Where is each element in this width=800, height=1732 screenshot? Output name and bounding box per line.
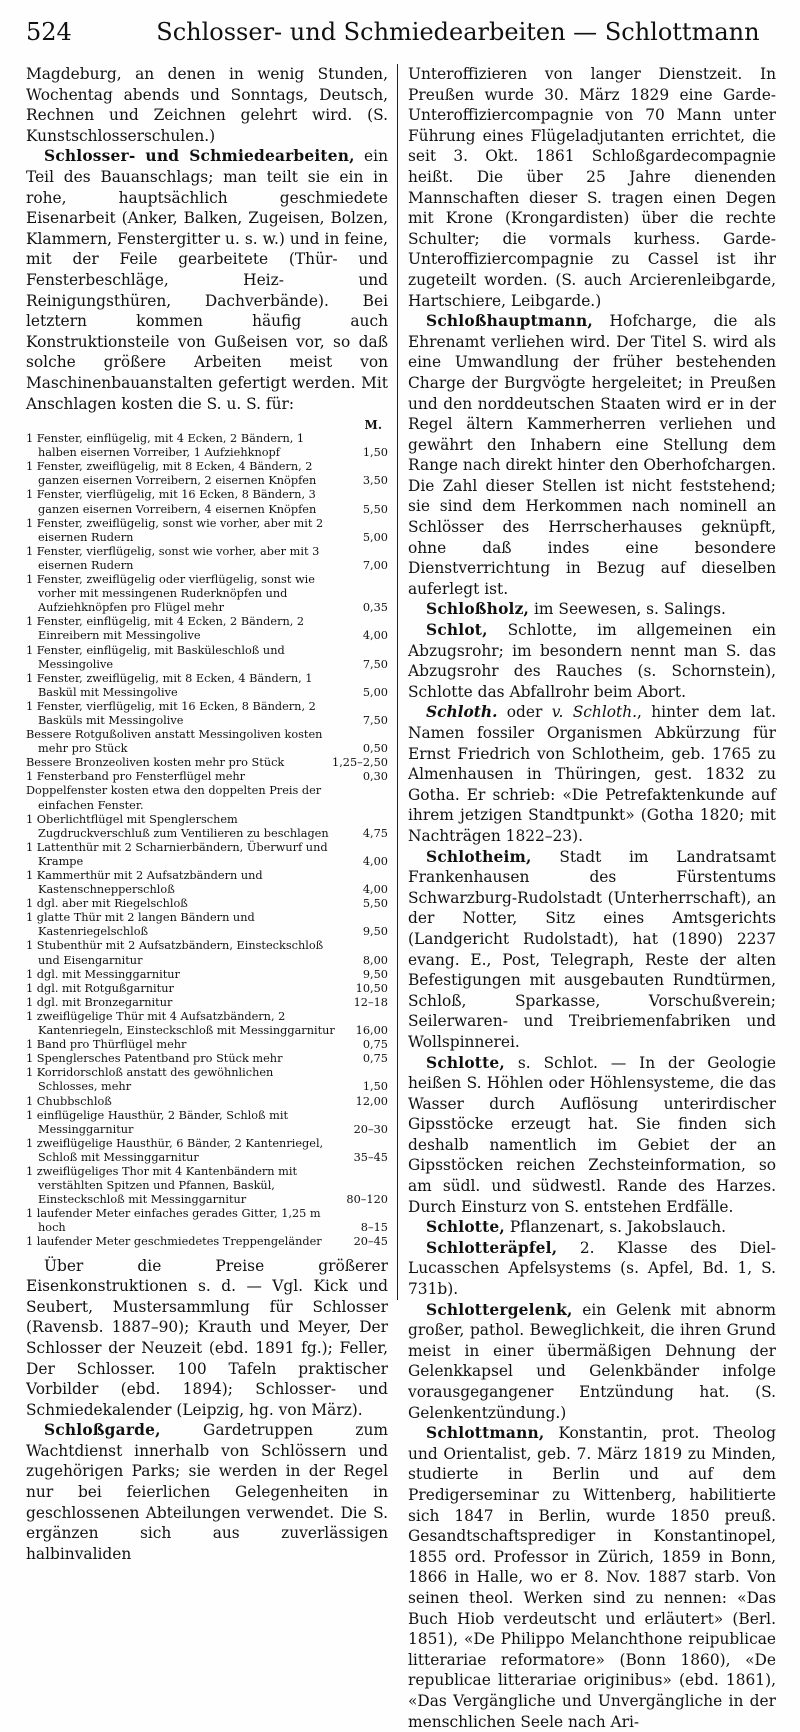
entry-headword: Schlotteräpfel, xyxy=(426,1238,558,1257)
price-value: 16,00 xyxy=(355,1024,388,1038)
price-value: 80–120 xyxy=(346,1193,388,1207)
price-row xyxy=(26,784,388,812)
price-value: 1,50 xyxy=(362,446,388,460)
continued-paragraph: Unteroffizieren von langer Dienstzeit. In Preußen wurde 30. März 1829 eine Garde-Unteroffiziercompagnie von 70 Mann unter Führung eines Flügeladjutanten errichtet, die seit 3. Okt. 1861 Schloßgardecompagnie heißt. Die über 25 Jahre dienenden Mannschaften dieser S. tragen einen Degen mit Krone (Krongardisten) über die rechte Schulter; die vormals kurhess. Garde-Unteroffiziercompagnie zu Cassel ist ihr zugeteilt worden. (S. auch Arcierenleibgarde, Hartschiere, Leibgarde.) xyxy=(408,65,776,310)
price-description: 1 Chubbschloß xyxy=(26,1094,112,1108)
price-value: 7,50 xyxy=(362,713,388,727)
price-row xyxy=(26,813,388,841)
entry-body: Konstantin, prot. Theolog und Orientalist, geb. 7. März 1819 zu Minden, studierte in Berlin und auf dem Predigerseminar zu Wittenberg, habilitierte sich 1847 in Berlin, wurde 1850 preuß. Gesandtschaftsprediger in Konstantinopel, 1855 ord. Professor in Zürich, 1859 in Bonn, 1866 in Halle, wo er 8. Nov. 1887 starb. Von seinen theol. Werken sind zu nennen: «Das Buch Hiob verdeutscht und erläutert» (Berl. 1851), «De Philippo Melanchthone reipublicae litterariae reformatore» (Bonn 1860), «De republicae litterariae originibus» (ebd. 1861), «Das Vergängliche und Unvergängliche in der menschlichen Seele nach Ari- xyxy=(408,1424,776,1731)
entry-schlotheim xyxy=(408,847,776,1053)
entry-schlotteraepfel xyxy=(408,1238,776,1300)
price-row xyxy=(26,644,388,672)
price-description: 1 Fenster, einflügelig, mit 4 Ecken, 2 Bändern, 1 halben eisernen Vorreiber, 1 Aufziehknopf xyxy=(26,432,305,460)
entry-body: 2. Klasse des Diel-Lucasschen Apfelsystems (s. Apfel, Bd. 1, S. 731b). xyxy=(408,1238,776,1299)
running-title: Schlosser- und Schmiedearbeiten — Schlottmann xyxy=(156,18,760,46)
price-description: 1 Korridorschloß anstatt des gewöhnlichen Schlosses, mehr xyxy=(26,1066,274,1094)
price-unit-header xyxy=(26,418,388,432)
price-value: 0,35 xyxy=(362,601,388,615)
price-description: 1 Fenster, einflügelig, mit Basküleschloß und Messingolive xyxy=(26,643,285,671)
entry-headword: Schloth. xyxy=(426,703,498,722)
literature-paragraph: Über die Preise größerer Eisenkonstruktionen s. d. — Vgl. Kick und Seubert, Mustersammlung für Schlosser (Ravensb. 1887–90); Krauth und Meyer, Der Schlosser der Neuzeit (ebd. 1891 fg.); Feller, Der Schlosser. 100 Tafeln praktischer Vorbilder (ebd. 1894); Schlosser- und Schmiedekalender (Leipzig, hg. von März). xyxy=(26,1256,388,1419)
entry-headword: Schloßgarde, xyxy=(44,1421,161,1440)
price-row xyxy=(26,897,388,911)
price-row xyxy=(26,1137,388,1165)
price-row xyxy=(26,517,388,545)
entry-body: Pflanzenart, s. Jakobslauch. xyxy=(504,1218,727,1237)
price-row xyxy=(26,911,388,939)
left-column xyxy=(26,64,388,1563)
entry-body: im Seewesen, s. Salings. xyxy=(529,600,726,619)
price-description: 1 Stubenthür mit 2 Aufsatzbändern, Einsteckschloß und Eisengarnitur xyxy=(26,939,324,967)
price-description: 1 Fenster, zweiflügelig, sonst wie vorher, aber mit 2 eisernen Rudern xyxy=(26,516,324,544)
price-value: 4,00 xyxy=(362,883,388,897)
entry-headword: Schlottmann, xyxy=(426,1424,545,1443)
price-row xyxy=(26,1109,388,1137)
entry-headword: Schlotheim, xyxy=(426,847,532,866)
entry-schlossgarde xyxy=(26,1420,388,1564)
price-value: 9,50 xyxy=(362,967,388,981)
price-description: 1 dgl. mit Bronzegarnitur xyxy=(26,995,173,1009)
entry-abbreviation: v. Schloth. xyxy=(551,703,638,722)
price-description: 1 zweiflügelige Thür mit 4 Aufsatzbändern, 2 Kantenriegeln, Einsteckschloß mit Messinggarnitur xyxy=(26,1009,335,1038)
price-row xyxy=(26,1010,388,1038)
price-description: 1 Band pro Thürflügel mehr xyxy=(26,1038,187,1052)
price-description: 1 Fenster, vierflügelig, mit 16 Ecken, 8 Bändern, 2 Basküls mit Messingolive xyxy=(26,699,316,727)
entry-body: Hofcharge, die als Ehrenamt verliehen wird. Der Titel S. wird als eine Umwandlung der früher bestehenden Charge der Burgvögte hergeleitet; in Preußen und den norddeutschen Staaten wird er in der Regel ältern Kammerherren verliehen und gewährt den Inhabern eine Stellung dem Range nach direkt hinter den Oberhofchargen. Die Zahl dieser Stellen ist nicht feststehend; sie sind dem Herkommen nach nominell an Schlösser des Herrscherhauses geknüpft, ohne daß indes eine besondere Dienstverrichtung in Bezug auf dieselben auferlegt ist. xyxy=(408,312,776,598)
price-row xyxy=(26,728,388,756)
price-row xyxy=(26,1052,388,1066)
entry-headword: Schlotte, xyxy=(426,1218,505,1237)
price-description: 1 Fenster, zweiflügelig, mit 8 Ecken, 4 Bändern, 1 Baskül mit Messingolive xyxy=(26,671,313,699)
price-description: 1 Fensterband pro Fensterflügel mehr xyxy=(26,770,246,784)
price-row xyxy=(26,1066,388,1094)
price-description: 1 Fenster, vierflügelig, mit 16 Ecken, 8 Bändern, 3 ganzen eisernen Vorreibern, 4 eisernen Knöpfen xyxy=(26,488,317,516)
price-list xyxy=(26,432,388,1249)
entry-headword: Schlosser- und Schmiedearbeiten, xyxy=(44,147,355,166)
entry-headword: Schlotte, xyxy=(426,1053,505,1072)
price-value: 12,00 xyxy=(355,1094,388,1108)
price-description: 1 dgl. mit Rotgußgarnitur xyxy=(26,981,174,995)
entry-body: Schlotte, im allgemeinen ein Abzugsrohr; im besondern nennt man S. das Abzugsrohr des Rauches (s. Schornstein), Schlotte das Abfallrohr beim Abort. xyxy=(408,621,776,701)
price-value: 3,50 xyxy=(362,474,388,488)
entry-schloth xyxy=(408,702,776,846)
price-description: Bessere Bronzeoliven kosten mehr pro Stück xyxy=(26,756,285,770)
price-description: 1 zweiflügeliges Thor mit 4 Kantenbändern mit verstählten Spitzen und Pfannen, Baskül, Einsteckschloß mit Messinggarnitur xyxy=(26,1164,298,1207)
price-row xyxy=(26,545,388,573)
price-description: 1 laufender Meter geschmiedetes Treppengeländer xyxy=(26,1235,322,1249)
price-row xyxy=(26,460,388,488)
entry-body: ein Gelenk mit abnorm großer, pathol. Beweglichkeit, die ihren Grund meist in einer übermäßigen Dehnung der Gelenkkapsel und Gelenkbänder infolge vorausgegangener Entzündung hat. (S. Gelenkentzündung.) xyxy=(408,1300,776,1422)
entry-body: Gardetruppen zum Wachtdienst innerhalb von Schlössern und zugehörigen Parks; sie werden in der Regel nur bei feierlichen Gelegenheiten in geschlossenen Abteilungen verwendet. Die S. ergänzen sich aus zuverlässigen halbinvaliden xyxy=(26,1421,388,1563)
price-value: 1,25–2,50 xyxy=(332,756,388,770)
column-divider xyxy=(397,64,398,1300)
price-description: 1 Oberlichtflügel mit Spenglerschem Zugdruckverschluß zum Ventilieren zu beschlagen xyxy=(26,812,329,840)
price-description: 1 Fenster, zweiflügelig oder vierflügelig, sonst wie vorher mit messingenen Ruderknöpfen und Aufziehknöpfen pro Flügel mehr xyxy=(26,573,315,615)
price-value: 0,75 xyxy=(362,1052,388,1066)
price-row xyxy=(26,1165,388,1207)
price-row xyxy=(26,1235,388,1249)
price-description: 1 dgl. aber mit Riegelschloß xyxy=(26,897,188,911)
price-description: 1 Lattenthür mit 2 Scharnierbändern, Überwurf und Krampe xyxy=(26,840,328,868)
price-value: 7,50 xyxy=(362,657,388,671)
price-unit: M. xyxy=(364,418,382,433)
entry-schlosser-und-schmiedearbeiten xyxy=(26,146,388,414)
price-value: 9,50 xyxy=(362,925,388,939)
price-description: 1 Fenster, vierflügelig, sonst wie vorher, aber mit 3 eisernen Rudern xyxy=(26,544,320,572)
price-row xyxy=(26,1038,388,1052)
price-value: 5,00 xyxy=(362,685,388,699)
price-value: 10,50 xyxy=(355,981,388,995)
entry-headword: Schloßhauptmann, xyxy=(426,312,593,331)
price-row xyxy=(26,968,388,982)
price-description: 1 Spenglersches Patentband pro Stück mehr xyxy=(26,1052,283,1066)
price-value: 12–18 xyxy=(353,995,388,1009)
price-value: 4,75 xyxy=(362,826,388,840)
price-row xyxy=(26,573,388,615)
page-header xyxy=(26,12,774,52)
price-row xyxy=(26,700,388,728)
price-row xyxy=(26,996,388,1010)
price-description: 1 Fenster, zweiflügelig, mit 8 Ecken, 4 Bändern, 2 ganzen eisernen Vorreibern, 2 eisernen Knöpfen xyxy=(26,460,317,488)
entry-schlotte-plant xyxy=(408,1217,776,1238)
price-row xyxy=(26,982,388,996)
price-value: 0,75 xyxy=(362,1038,388,1052)
price-description: 1 Kammerthür mit 2 Aufsatzbändern und Kastenschnepperschloß xyxy=(26,869,263,897)
price-value: 35–45 xyxy=(353,1150,388,1164)
price-description: 1 Fenster, einflügelig, mit 4 Ecken, 2 Bändern, 2 Einreibern mit Messingolive xyxy=(26,615,305,643)
entry-connector: oder xyxy=(497,703,552,722)
price-description: 1 zweiflügelige Hausthür, 6 Bänder, 2 Kantenriegel, Schloß mit Messinggarnitur xyxy=(26,1136,324,1164)
entry-body: ein Teil des Bauanschlags; man teilt sie ein in rohe, hauptsächlich geschmiedete Eisenarbeit (Anker, Balken, Zugeisen, Bolzen, Klammern, Fenstergitter u. s. w.) und in feine, mit der Feile gearbeitete (Thür- und Fensterbeschläge, Heiz- und Reinigungsthüren, Dachverbände). Bei letztern kommen häufig auch Konstruktionsteile von Gußeisen vor, so daß solche größere Arbeiten meist von Maschinenbauanstalten gefertigt werden. Mit Anschlagen kosten die S. u. S. für: xyxy=(26,147,388,413)
price-row xyxy=(26,432,388,460)
price-value: 4,00 xyxy=(362,854,388,868)
price-description: 1 dgl. mit Messinggarnitur xyxy=(26,967,180,981)
price-value: 8–15 xyxy=(360,1221,388,1235)
price-description: 1 einflügelige Hausthür, 2 Bänder, Schloß mit Messinggarnitur xyxy=(26,1108,289,1136)
entry-schlotte xyxy=(408,1053,776,1218)
page-number: 524 xyxy=(26,18,72,46)
entry-headword: Schlot, xyxy=(426,621,488,640)
price-row xyxy=(26,770,388,784)
price-row xyxy=(26,869,388,897)
entry-schlottergelenk xyxy=(408,1300,776,1424)
price-row xyxy=(26,939,388,967)
price-value: 7,00 xyxy=(362,558,388,572)
price-description: Doppelfenster kosten etwa den doppelten Preis der einfachen Fenster. xyxy=(26,784,322,812)
entry-schlosshauptmann xyxy=(408,311,776,599)
price-value: 1,50 xyxy=(362,1080,388,1094)
price-row xyxy=(26,615,388,643)
entry-body: s. Schlot. — In der Geologie heißen S. Höhlen oder Höhlensysteme, die das Wasser durch Auflösung unterirdischer Gipsstöcke erzeugt hat. Sie finden sich deshalb namentlich im Gebiet der an Gipsstöcken reichen Zechsteinformation, so am südl. und südwestl. Rande des Harzes. Durch Einsturz von S. entstehen Erdfälle. xyxy=(408,1053,776,1216)
entry-body: , hinter dem lat. Namen fossiler Organismen Abkürzung für Ernst Friedrich von Schlotheim, geb. 1765 zu Almenhausen in Thüringen, gest. 1832 zu Gotha. Er schrieb: «Die Petrefaktenkunde auf ihrem jetzigen Standtpunkt» (Gotha 1820; mit Nachträgen 1822–23). xyxy=(408,703,777,845)
intro-paragraph: Magdeburg, an denen in wenig Stunden, Wochentag abends und Sonntags, Deutsch, Rechnen und Zeichnen gelehrt wird. (S. Kunstschlosserschulen.) xyxy=(26,65,388,145)
price-value: 20–45 xyxy=(353,1235,388,1249)
price-row xyxy=(26,756,388,770)
right-column xyxy=(408,64,777,1731)
price-value: 5,00 xyxy=(362,530,388,544)
price-row xyxy=(26,841,388,869)
price-row xyxy=(26,672,388,700)
entry-headword: Schloßholz, xyxy=(426,600,530,619)
entry-body: Stadt im Landratsamt Frankenhausen des Fürstentums Schwarzburg-Rudolstadt (Unterherrschaft), an der Notter, Sitz eines Amtsgerichts (Landgericht Rudolstadt), hat (1890) 2237 evang. E., Post, Telegraph, Reste der alten Befestigungen mit ausgebauten Rundtürmen, Schloß, Sparkasse, Vorschußverein; Seilerwaren- und Treibriemenfabriken und Wollspinnerei. xyxy=(408,847,776,1051)
price-value: 0,50 xyxy=(362,742,388,756)
price-description: 1 glatte Thür mit 2 langen Bändern und Kastenriegelschloß xyxy=(26,911,255,939)
price-description: 1 laufender Meter einfaches gerades Gitter, 1,25 m hoch xyxy=(26,1207,321,1235)
entry-headword: Schlottergelenk, xyxy=(426,1300,573,1319)
price-value: 4,00 xyxy=(362,629,388,643)
price-value: 8,00 xyxy=(362,953,388,967)
price-value: 0,30 xyxy=(362,770,388,784)
entry-schlot xyxy=(408,620,776,702)
price-value: 5,50 xyxy=(362,502,388,516)
price-row xyxy=(26,488,388,516)
price-description: Bessere Rotgußoliven anstatt Messingoliven kosten mehr pro Stück xyxy=(26,728,323,756)
price-value: 20–30 xyxy=(353,1122,388,1136)
price-row xyxy=(26,1207,388,1235)
price-row xyxy=(26,1095,388,1109)
entry-schlottmann xyxy=(408,1423,776,1732)
entry-schlossholz xyxy=(408,599,776,620)
price-value: 5,50 xyxy=(362,897,388,911)
